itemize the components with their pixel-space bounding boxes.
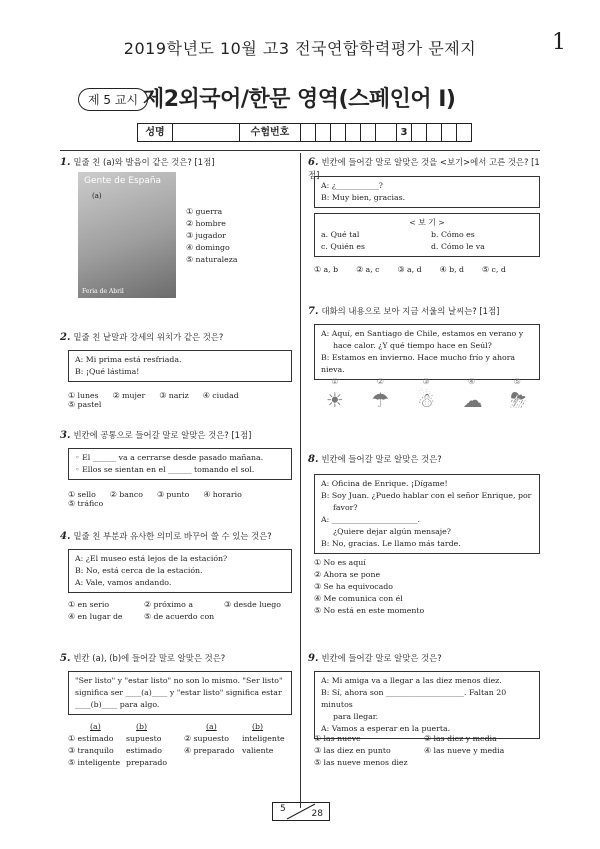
question-1: 1. 밑줄 친 (a)와 발음이 같은 것은? [1점] bbox=[60, 157, 215, 168]
question-4: 4. 밑줄 친 부분과 유사한 의미로 바꾸어 쓸 수 있는 것은? bbox=[60, 531, 272, 542]
q6-bogi: < 보 기 > a. Qué tal b. Cómo es c. Quién es d. Cómo le va bbox=[314, 213, 540, 257]
exam-digit: 3 bbox=[397, 124, 412, 141]
q6-options: ① a, b ② a, c ③ a, d ④ b, d ⑤ c, d bbox=[314, 265, 506, 274]
session-badge: 제 5 교시 bbox=[78, 88, 148, 111]
q7-number-row: ① ② ③ ④ ⑤ bbox=[331, 377, 521, 386]
q9-options: ① las nueve ② las diez y media ③ las diez en punto ④ las nueve y media ⑤ las nueve menos diez bbox=[314, 734, 505, 767]
page-number: 1 bbox=[552, 30, 566, 55]
q7-box: A: Aquí, en Santiago de Chile, estamos en verano y hace calor. ¿Y qué tiempo hace en Seúl? B: Estamos en invierno. Hace mucho frío y ahora nieva. bbox=[314, 324, 540, 380]
subject-title: 제2외국어/한문 영역(스페인어 Ⅰ) bbox=[143, 87, 456, 112]
question-6: 6. 빈칸에 들어갈 말로 알맞은 것을 <보기>에서 고른 것은? [1점] bbox=[308, 157, 540, 180]
footer-page-box bbox=[272, 802, 330, 821]
divider bbox=[60, 150, 540, 151]
question-7: 7. 대화의 내용으로 보아 지금 서울의 날씨는? [1점] bbox=[308, 306, 500, 317]
q4-box: A: ¿El museo está lejos de la estación? B: No, está cerca de la estación. A: Vale, vamos andando. bbox=[68, 549, 292, 593]
question-9: 9. 빈칸에 들어갈 말로 알맞은 것은? bbox=[308, 653, 442, 664]
q2-options: ① lunes ② mujer ③ nariz ④ ciudad ⑤ pastel bbox=[68, 391, 239, 409]
q4-options: ① en serio ② próximo a ③ desde luego ④ en lugar de ⑤ de acuerdo con bbox=[68, 600, 281, 621]
q8-box: A: Oficina de Enrique. ¡Dígame! B: Soy Juan. ¿Puedo hablar con el señor Enrique, por favor? A: ______________________. ¿Quiere dejar algún mensaje? B: No, gracias. Le llamo más tarde. bbox=[314, 474, 540, 554]
q3-box: ◦ El ______ va a cerrarse desde pasado mañana. ◦ Ellos se sientan en el ______ tomando el sol. bbox=[68, 448, 292, 480]
cloud-icon: ☁ bbox=[462, 388, 483, 412]
q6-box: A: ¿___________? B: Muy bien, gracias. bbox=[314, 176, 540, 208]
question-2: 2. 밑줄 친 낱말과 강세의 위치가 같은 것은? bbox=[60, 332, 224, 343]
footer-total: 28 bbox=[311, 809, 323, 819]
storm-icon: ⛈ bbox=[510, 388, 527, 412]
footer-page: 5 bbox=[280, 804, 286, 814]
q2-box: A: Mi prima está resfriada. B: ¡Qué lástima! bbox=[68, 350, 292, 382]
question-5: 5. 빈칸 (a), (b)에 들어갈 말로 알맞은 것은? bbox=[60, 653, 226, 664]
rain-icon: ☂ bbox=[371, 388, 390, 412]
exam-title: 2019학년도 10월 고3 전국연합학력평가 문제지 bbox=[123, 39, 477, 58]
name-label: 성명 bbox=[138, 124, 173, 141]
sun-icon: ☀ bbox=[325, 388, 344, 412]
question-3: 3. 빈칸에 공통으로 들어갈 말로 알맞은 것은? [1점] bbox=[60, 430, 252, 441]
question-8: 8. 빈칸에 들어갈 말로 알맞은 것은? bbox=[308, 454, 442, 465]
exam-no-label: 수험번호 bbox=[240, 124, 301, 141]
q1-options: ① guerra ② hombre ③ jugador ④ domingo ⑤ naturaleza bbox=[186, 207, 238, 264]
name-field bbox=[173, 124, 240, 141]
q5-box: "Ser listo" y "estar listo" no son lo mismo. "Ser listo" significa ser ____(a)____ y "estar listo" significa estar ____(b)____ para algo. bbox=[68, 671, 292, 715]
q8-options: ① No es aquí ② Ahora se pone ③ Se ha equivocado ④ Me comunica con él ⑤ No está en este momento bbox=[314, 558, 425, 615]
q9-box: A: Mi amiga va a llegar a las diez menos diez. B: Sí, ahora son ____________________. Faltan 20 minutos para llegar. A: Vamos a esperar en la puerta. bbox=[314, 671, 540, 739]
column-divider bbox=[300, 153, 301, 808]
snow-icon: ☃ bbox=[416, 388, 435, 412]
q7-weather-icons bbox=[312, 388, 540, 412]
id-row bbox=[137, 123, 472, 142]
q5-options: (a) (b) (a) (b) ① estimado supuesto ② supuesto inteligente ③ tranquilo estimado ④ preparado valiente ⑤ inteligente preparado bbox=[68, 722, 285, 767]
illustration-feria: Gente de España (a) Feria de Abril bbox=[78, 172, 176, 298]
q3-options: ① sello ② banco ③ punto ④ horario ⑤ tráfico bbox=[68, 490, 242, 508]
